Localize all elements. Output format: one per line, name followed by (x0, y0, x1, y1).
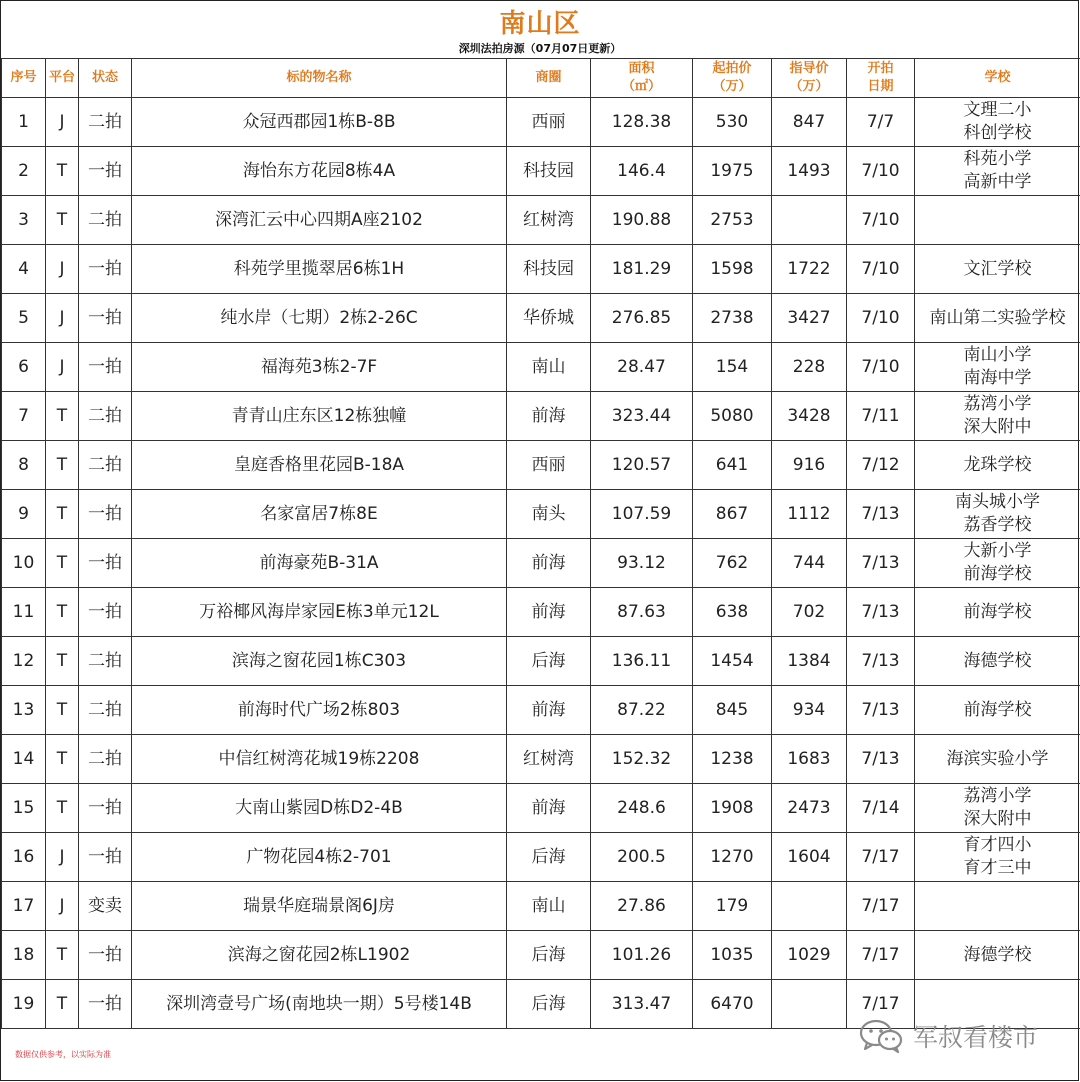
cell-name: 大南山紫园D栋D2-4B (132, 784, 507, 833)
school-line-2: 荔香学校 (963, 515, 1032, 535)
cell-no: 11 (2, 588, 46, 637)
col-header-start-price (693, 59, 772, 98)
cell-school (915, 98, 1080, 147)
cell-status: 一拍 (79, 490, 132, 539)
cell-size: 107.59 (591, 490, 693, 539)
school-line-2: 科创学校 (963, 123, 1032, 143)
cell-size: 248.6 (591, 784, 693, 833)
cell-name: 海怡东方花园8栋4A (132, 147, 507, 196)
col-header-size (591, 59, 693, 98)
cell-area: 南山 (507, 882, 591, 931)
cell-no: 10 (2, 539, 46, 588)
cell-guide-price: 934 (772, 686, 847, 735)
cell-size: 101.26 (591, 931, 693, 980)
cell-guide-price: 1493 (772, 147, 847, 196)
cell-name: 瑞景华庭瑞景阁6J房 (132, 882, 507, 931)
cell-area: 红树湾 (507, 196, 591, 245)
cell-size: 27.86 (591, 882, 693, 931)
cell-start-price: 530 (693, 98, 772, 147)
cell-name: 青青山庄东区12栋独幢 (132, 392, 507, 441)
cell-name: 名家富居7栋8E (132, 490, 507, 539)
cell-size: 200.5 (591, 833, 693, 882)
cell-platform: T (46, 931, 79, 980)
cell-date: 7/13 (847, 588, 915, 637)
cell-platform: T (46, 784, 79, 833)
school-line-2: 深大附中 (963, 417, 1032, 437)
cell-date: 7/12 (847, 441, 915, 490)
cell-name: 科苑学里揽翠居6栋1H (132, 245, 507, 294)
school-line-2: 高新中学 (963, 172, 1032, 192)
cell-name: 滨海之窗花园2栋L1902 (132, 931, 507, 980)
cell-name: 广物花园4栋2-701 (132, 833, 507, 882)
col-header-school: 学校 (915, 59, 1080, 98)
cell-date: 7/14 (847, 784, 915, 833)
col-header-guide-line2: （万） (789, 79, 829, 94)
cell-date: 7/13 (847, 490, 915, 539)
cell-start-price: 1238 (693, 735, 772, 784)
cell-start-price: 1975 (693, 147, 772, 196)
cell-area: 后海 (507, 980, 591, 1029)
cell-date: 7/17 (847, 882, 915, 931)
cell-school (915, 441, 1080, 490)
cell-start-price: 867 (693, 490, 772, 539)
cell-status: 变卖 (79, 882, 132, 931)
table-body (2, 98, 1080, 1029)
cell-platform: J (46, 882, 79, 931)
cell-area: 后海 (507, 833, 591, 882)
cell-status: 二拍 (79, 98, 132, 147)
cell-status: 二拍 (79, 196, 132, 245)
cell-area: 后海 (507, 637, 591, 686)
school-line-2: 深大附中 (963, 809, 1032, 829)
cell-guide-price: 1683 (772, 735, 847, 784)
cell-platform: J (46, 245, 79, 294)
school-line-2: 南海中学 (963, 368, 1032, 388)
cell-school (915, 245, 1080, 294)
school-line-1: 文理二小 (963, 100, 1032, 120)
cell-no: 4 (2, 245, 46, 294)
cell-platform: T (46, 147, 79, 196)
disclaimer-note: 数据仅供参考，以实际为准 (15, 1050, 111, 1059)
cell-guide-price: 1722 (772, 245, 847, 294)
cell-size: 87.63 (591, 588, 693, 637)
watermark-text: 军叔看楼市 (913, 1023, 1039, 1052)
cell-start-price: 1908 (693, 784, 772, 833)
cell-start-price: 641 (693, 441, 772, 490)
col-header-date-line1: 开拍 (867, 61, 894, 76)
cell-status: 二拍 (79, 441, 132, 490)
cell-start-price: 5080 (693, 392, 772, 441)
cell-platform: J (46, 833, 79, 882)
school-line-1: 科苑小学 (963, 149, 1032, 169)
cell-area: 前海 (507, 392, 591, 441)
cell-size: 276.85 (591, 294, 693, 343)
cell-size: 128.38 (591, 98, 693, 147)
cell-guide-price: 744 (772, 539, 847, 588)
cell-no: 17 (2, 882, 46, 931)
table-row (2, 490, 1080, 539)
table-header-row (2, 59, 1080, 98)
cell-status: 一拍 (79, 980, 132, 1029)
school-line-2: 前海学校 (963, 564, 1032, 584)
col-header-start-line1: 起拍价 (712, 61, 752, 76)
cell-size: 28.47 (591, 343, 693, 392)
table-row (2, 735, 1080, 784)
cell-area: 后海 (507, 931, 591, 980)
cell-status: 一拍 (79, 539, 132, 588)
table-row (2, 637, 1080, 686)
cell-status: 一拍 (79, 294, 132, 343)
cell-platform: T (46, 686, 79, 735)
cell-no: 13 (2, 686, 46, 735)
cell-school (915, 588, 1080, 637)
cell-guide-price: 916 (772, 441, 847, 490)
cell-no: 2 (2, 147, 46, 196)
cell-name: 万裕椰风海岸家园E栋3单元12L (132, 588, 507, 637)
cell-date: 7/17 (847, 931, 915, 980)
cell-platform: T (46, 490, 79, 539)
cell-guide-price (772, 882, 847, 931)
school-line-1: 荔湾小学 (963, 394, 1032, 414)
col-header-no: 序号 (2, 59, 46, 98)
school-line-1: 前海学校 (963, 601, 1032, 622)
cell-date: 7/7 (847, 98, 915, 147)
table-row (2, 686, 1080, 735)
cell-start-price: 1598 (693, 245, 772, 294)
cell-area: 科技园 (507, 147, 591, 196)
cell-size: 120.57 (591, 441, 693, 490)
page-subtitle: 深圳法拍房源（07月07日更新） (458, 42, 622, 55)
cell-guide-price: 3428 (772, 392, 847, 441)
cell-name: 深圳湾壹号广场(南地块一期）5号楼14B (132, 980, 507, 1029)
cell-status: 一拍 (79, 245, 132, 294)
cell-guide-price (772, 196, 847, 245)
cell-date: 7/11 (847, 392, 915, 441)
cell-size: 323.44 (591, 392, 693, 441)
cell-start-price: 845 (693, 686, 772, 735)
table-row (2, 147, 1080, 196)
cell-guide-price: 3427 (772, 294, 847, 343)
cell-start-price: 2738 (693, 294, 772, 343)
col-header-size-line2: （㎡） (621, 79, 661, 94)
col-header-status: 状态 (79, 59, 132, 98)
cell-platform: T (46, 392, 79, 441)
table-row (2, 294, 1080, 343)
table-row (2, 98, 1080, 147)
cell-size: 136.11 (591, 637, 693, 686)
cell-date: 7/17 (847, 980, 915, 1029)
table-row (2, 441, 1080, 490)
col-header-date-line2: 日期 (867, 79, 894, 94)
cell-area: 前海 (507, 784, 591, 833)
cell-area: 红树湾 (507, 735, 591, 784)
cell-platform: T (46, 441, 79, 490)
col-header-date (847, 59, 915, 98)
table-row (2, 392, 1080, 441)
cell-date: 7/10 (847, 245, 915, 294)
school-line-1: 海德学校 (963, 944, 1032, 965)
cell-name: 众冠西郡园1栋B-8B (132, 98, 507, 147)
cell-date: 7/17 (847, 833, 915, 882)
cell-status: 一拍 (79, 343, 132, 392)
cell-date: 7/13 (847, 539, 915, 588)
cell-size: 146.4 (591, 147, 693, 196)
cell-name: 深湾汇云中心四期A座2102 (132, 196, 507, 245)
cell-no: 8 (2, 441, 46, 490)
cell-name: 前海豪苑B-31A (132, 539, 507, 588)
cell-start-price: 2753 (693, 196, 772, 245)
cell-school (915, 833, 1080, 882)
col-header-guide-line1: 指导价 (789, 61, 829, 76)
cell-name: 纯水岸（七期）2栋2-26C (132, 294, 507, 343)
cell-name: 前海时代广场2栋803 (132, 686, 507, 735)
school-line-1: 海滨实验小学 (946, 748, 1049, 769)
cell-date: 7/13 (847, 735, 915, 784)
school-line-1: 南山小学 (963, 345, 1032, 365)
cell-size: 190.88 (591, 196, 693, 245)
table-row (2, 196, 1080, 245)
cell-school (915, 392, 1080, 441)
cell-status: 二拍 (79, 686, 132, 735)
col-header-guide-price (772, 59, 847, 98)
cell-no: 6 (2, 343, 46, 392)
cell-no: 18 (2, 931, 46, 980)
cell-start-price: 1270 (693, 833, 772, 882)
cell-start-price: 154 (693, 343, 772, 392)
cell-date: 7/13 (847, 637, 915, 686)
table-row (2, 343, 1080, 392)
table-row (2, 588, 1080, 637)
cell-school (915, 735, 1080, 784)
school-line-1: 文汇学校 (963, 258, 1032, 279)
cell-platform: T (46, 637, 79, 686)
cell-no: 12 (2, 637, 46, 686)
cell-platform: T (46, 735, 79, 784)
cell-area: 前海 (507, 588, 591, 637)
col-header-area: 商圈 (507, 59, 591, 98)
cell-status: 二拍 (79, 392, 132, 441)
page-title: 南山区 (499, 9, 581, 39)
cell-guide-price: 702 (772, 588, 847, 637)
cell-area: 南头 (507, 490, 591, 539)
cell-start-price: 762 (693, 539, 772, 588)
col-header-platform: 平台 (46, 59, 79, 98)
table-row (2, 931, 1080, 980)
school-line-1: 大新小学 (963, 541, 1032, 561)
col-header-name: 标的物名称 (132, 59, 507, 98)
cell-name: 中信红树湾花城19栋2208 (132, 735, 507, 784)
cell-school (915, 539, 1080, 588)
cell-no: 14 (2, 735, 46, 784)
table-row (2, 539, 1080, 588)
watermark (859, 1016, 1038, 1056)
cell-size: 87.22 (591, 686, 693, 735)
table-row (2, 245, 1080, 294)
col-header-size-line1: 面积 (628, 61, 655, 76)
cell-size: 313.47 (591, 980, 693, 1029)
cell-area: 科技园 (507, 245, 591, 294)
cell-status: 一拍 (79, 784, 132, 833)
cell-guide-price: 847 (772, 98, 847, 147)
cell-size: 181.29 (591, 245, 693, 294)
cell-school (915, 294, 1080, 343)
cell-school (915, 196, 1080, 245)
cell-platform: T (46, 196, 79, 245)
cell-no: 1 (2, 98, 46, 147)
cell-status: 一拍 (79, 147, 132, 196)
cell-platform: T (46, 588, 79, 637)
school-line-1: 龙珠学校 (963, 454, 1032, 475)
school-line-1: 育才四小 (963, 835, 1032, 855)
cell-guide-price: 1029 (772, 931, 847, 980)
cell-no: 3 (2, 196, 46, 245)
cell-date: 7/10 (847, 196, 915, 245)
table-row (2, 833, 1080, 882)
cell-guide-price: 1384 (772, 637, 847, 686)
school-line-1: 荔湾小学 (963, 786, 1032, 806)
cell-guide-price: 2473 (772, 784, 847, 833)
cell-status: 二拍 (79, 735, 132, 784)
cell-school (915, 931, 1080, 980)
cell-no: 16 (2, 833, 46, 882)
cell-name: 皇庭香格里花园B-18A (132, 441, 507, 490)
cell-platform: J (46, 343, 79, 392)
cell-guide-price: 1604 (772, 833, 847, 882)
cell-name: 滨海之窗花园1栋C303 (132, 637, 507, 686)
cell-platform: T (46, 980, 79, 1029)
cell-school (915, 343, 1080, 392)
cell-platform: J (46, 98, 79, 147)
table-row (2, 784, 1080, 833)
cell-status: 一拍 (79, 588, 132, 637)
cell-start-price: 179 (693, 882, 772, 931)
cell-no: 19 (2, 980, 46, 1029)
cell-area: 前海 (507, 539, 591, 588)
cell-school (915, 882, 1080, 931)
table-row (2, 882, 1080, 931)
cell-guide-price: 1112 (772, 490, 847, 539)
cell-date: 7/10 (847, 147, 915, 196)
cell-status: 一拍 (79, 833, 132, 882)
cell-date: 7/13 (847, 686, 915, 735)
cell-area: 西丽 (507, 441, 591, 490)
cell-start-price: 6470 (693, 980, 772, 1029)
school-line-1: 南山第二实验学校 (929, 307, 1066, 328)
school-line-1: 海德学校 (963, 650, 1032, 671)
cell-start-price: 638 (693, 588, 772, 637)
cell-area: 前海 (507, 686, 591, 735)
cell-guide-price: 228 (772, 343, 847, 392)
cell-start-price: 1454 (693, 637, 772, 686)
cell-size: 152.32 (591, 735, 693, 784)
cell-platform: J (46, 294, 79, 343)
school-line-1: 前海学校 (963, 699, 1032, 720)
cell-date: 7/10 (847, 343, 915, 392)
cell-date: 7/10 (847, 294, 915, 343)
wechat-icon (859, 1019, 903, 1053)
cell-size: 93.12 (591, 539, 693, 588)
cell-area: 南山 (507, 343, 591, 392)
cell-no: 7 (2, 392, 46, 441)
cell-status: 一拍 (79, 931, 132, 980)
cell-school (915, 637, 1080, 686)
cell-school (915, 147, 1080, 196)
school-line-2: 育才三中 (963, 858, 1032, 878)
cell-start-price: 1035 (693, 931, 772, 980)
col-header-start-line2: （万） (712, 79, 752, 94)
cell-school (915, 686, 1080, 735)
cell-school (915, 784, 1080, 833)
cell-name: 福海苑3栋2-7F (132, 343, 507, 392)
cell-status: 二拍 (79, 637, 132, 686)
cell-no: 15 (2, 784, 46, 833)
school-line-1: 南头城小学 (955, 492, 1040, 512)
cell-no: 5 (2, 294, 46, 343)
cell-guide-price (772, 980, 847, 1029)
cell-area: 华侨城 (507, 294, 591, 343)
cell-platform: T (46, 539, 79, 588)
cell-school (915, 490, 1080, 539)
cell-no: 9 (2, 490, 46, 539)
cell-area: 西丽 (507, 98, 591, 147)
listing-table (1, 58, 1080, 1029)
